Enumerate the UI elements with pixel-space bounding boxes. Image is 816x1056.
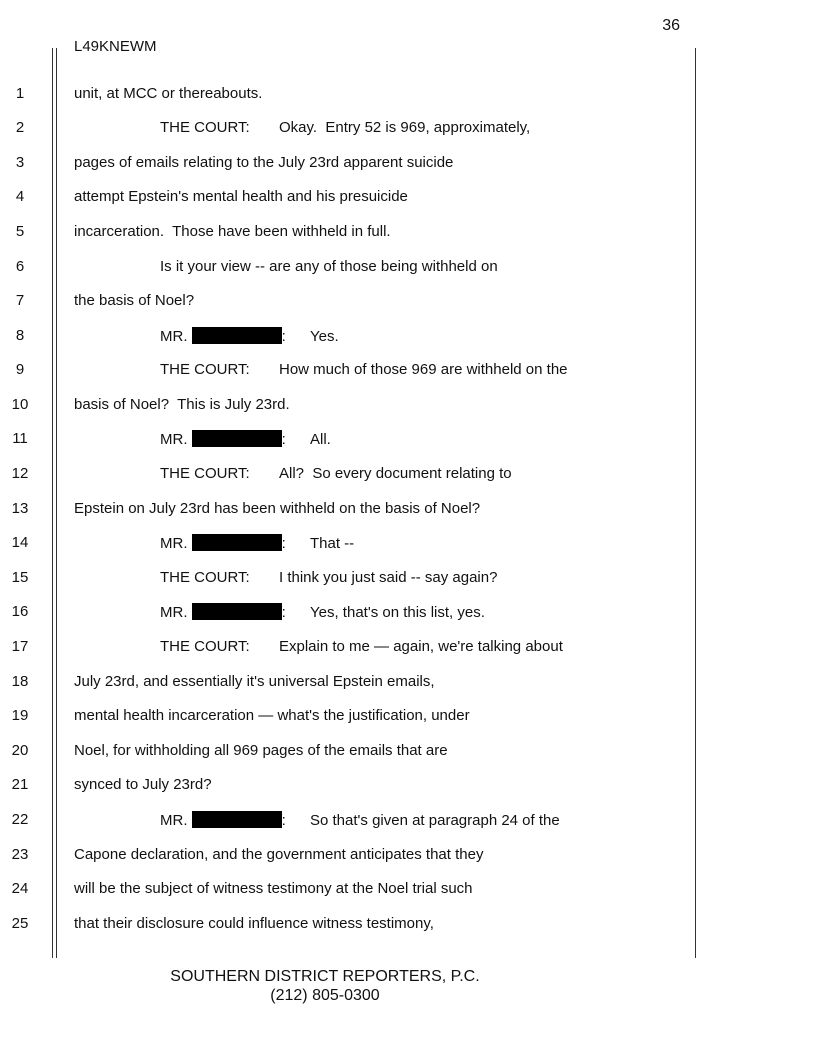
footer-reporter-name: SOUTHERN DISTRICT REPORTERS, P.C. bbox=[170, 968, 480, 985]
transcript-line: unit, at MCC or thereabouts. bbox=[74, 85, 263, 102]
line-number: 5 bbox=[15, 223, 25, 240]
transcript-line: the basis of Noel? bbox=[74, 292, 195, 309]
transcript-line: incarceration. Those have been withheld in full. bbox=[74, 223, 391, 240]
speaker-label: MR. bbox=[160, 535, 188, 552]
transcript-line: July 23rd, and essentially it's universal Epstein emails, bbox=[74, 673, 435, 690]
line-number: 8 bbox=[15, 327, 25, 344]
transcript-line: that their disclosure could influence witness testimony, bbox=[74, 915, 434, 932]
redaction-box bbox=[192, 327, 282, 344]
left-margin-rule bbox=[52, 48, 53, 958]
line-text: So that's given at paragraph 24 of the bbox=[310, 812, 560, 829]
line-text: Yes. bbox=[310, 328, 339, 345]
speaker-label: THE COURT: bbox=[160, 638, 250, 655]
redaction-box bbox=[192, 603, 282, 620]
line-text: All. bbox=[310, 431, 331, 448]
line-text: That -- bbox=[310, 535, 355, 552]
transcript-line: Is it your view -- are any of those being withheld on bbox=[160, 258, 498, 275]
speaker-label: MR. bbox=[160, 328, 188, 345]
transcript-line: mental health incarceration — what's the justification, under bbox=[74, 707, 470, 724]
transcript-line: Capone declaration, and the government anticipates that they bbox=[74, 846, 484, 863]
transcript-line: basis of Noel? This is July 23rd. bbox=[74, 396, 290, 413]
line-number: 12 bbox=[11, 465, 29, 482]
transcript-line: MR. : Yes. bbox=[160, 328, 339, 345]
line-number: 3 bbox=[15, 154, 25, 171]
transcript-line bbox=[160, 465, 512, 482]
line-number: 25 bbox=[11, 915, 29, 932]
line-number: 1 bbox=[15, 85, 25, 102]
line-number: 13 bbox=[11, 500, 29, 517]
line-number: 6 bbox=[15, 258, 25, 275]
transcript-line bbox=[160, 361, 568, 378]
left-margin-rule-inner bbox=[56, 48, 57, 958]
header-code: L49KNEWM bbox=[74, 38, 157, 55]
speaker-label: THE COURT: bbox=[160, 119, 250, 136]
line-number: 15 bbox=[11, 569, 29, 586]
line-text: Explain to me — again, we're talking about bbox=[279, 638, 563, 655]
line-number: 23 bbox=[11, 846, 29, 863]
transcript-line: will be the subject of witness testimony at the Noel trial such bbox=[74, 880, 473, 897]
transcript-line: Noel, for withholding all 969 pages of the emails that are bbox=[74, 742, 448, 759]
line-number: 17 bbox=[11, 638, 29, 655]
transcript-line bbox=[160, 638, 563, 655]
transcript-line: Epstein on July 23rd has been withheld on the basis of Noel? bbox=[74, 500, 481, 517]
footer-phone: (212) 805-0300 bbox=[270, 987, 380, 1004]
line-text: All? So every document relating to bbox=[279, 465, 512, 482]
speaker-label: THE COURT: bbox=[160, 569, 250, 586]
line-text: How much of those 969 are withheld on the bbox=[279, 361, 568, 378]
transcript-line: synced to July 23rd? bbox=[74, 776, 212, 793]
redaction-box bbox=[192, 534, 282, 551]
line-number: 11 bbox=[12, 430, 28, 447]
speaker-label: MR. bbox=[160, 431, 188, 448]
line-number: 20 bbox=[11, 742, 29, 759]
right-margin-rule bbox=[695, 48, 696, 958]
speaker-label: THE COURT: bbox=[160, 465, 250, 482]
line-number: 14 bbox=[11, 534, 29, 551]
line-number: 9 bbox=[15, 361, 25, 378]
speaker-label: THE COURT: bbox=[160, 361, 250, 378]
line-number: 22 bbox=[11, 811, 29, 828]
transcript-line: MR. : So that's given at paragraph 24 of the bbox=[160, 812, 560, 829]
transcript-line: attempt Epstein's mental health and his presuicide bbox=[74, 188, 408, 205]
redaction-box bbox=[192, 811, 282, 828]
speaker-label: MR. bbox=[160, 812, 188, 829]
speaker-label: MR. bbox=[160, 604, 188, 621]
line-number: 2 bbox=[15, 119, 25, 136]
transcript-line: pages of emails relating to the July 23rd apparent suicide bbox=[74, 154, 454, 171]
line-text: Okay. Entry 52 is 969, approximately, bbox=[279, 119, 531, 136]
transcript-line: MR. : Yes, that's on this list, yes. bbox=[160, 604, 485, 621]
line-number: 24 bbox=[11, 880, 29, 897]
transcript-line bbox=[160, 119, 530, 136]
transcript-line bbox=[160, 569, 497, 586]
line-number: 21 bbox=[11, 776, 29, 793]
transcript-line: MR. : All. bbox=[160, 431, 331, 448]
line-number: 7 bbox=[15, 292, 25, 309]
line-text: Yes, that's on this list, yes. bbox=[310, 604, 485, 621]
line-number: 18 bbox=[11, 673, 29, 690]
transcript-line: MR. : That -- bbox=[160, 535, 355, 552]
line-text: I think you just said -- say again? bbox=[279, 569, 498, 586]
page-number: 36 bbox=[662, 17, 680, 34]
line-number: 19 bbox=[11, 707, 29, 724]
line-number: 4 bbox=[15, 188, 25, 205]
line-number: 16 bbox=[11, 603, 29, 620]
redaction-box bbox=[192, 430, 282, 447]
line-number: 10 bbox=[11, 396, 29, 413]
